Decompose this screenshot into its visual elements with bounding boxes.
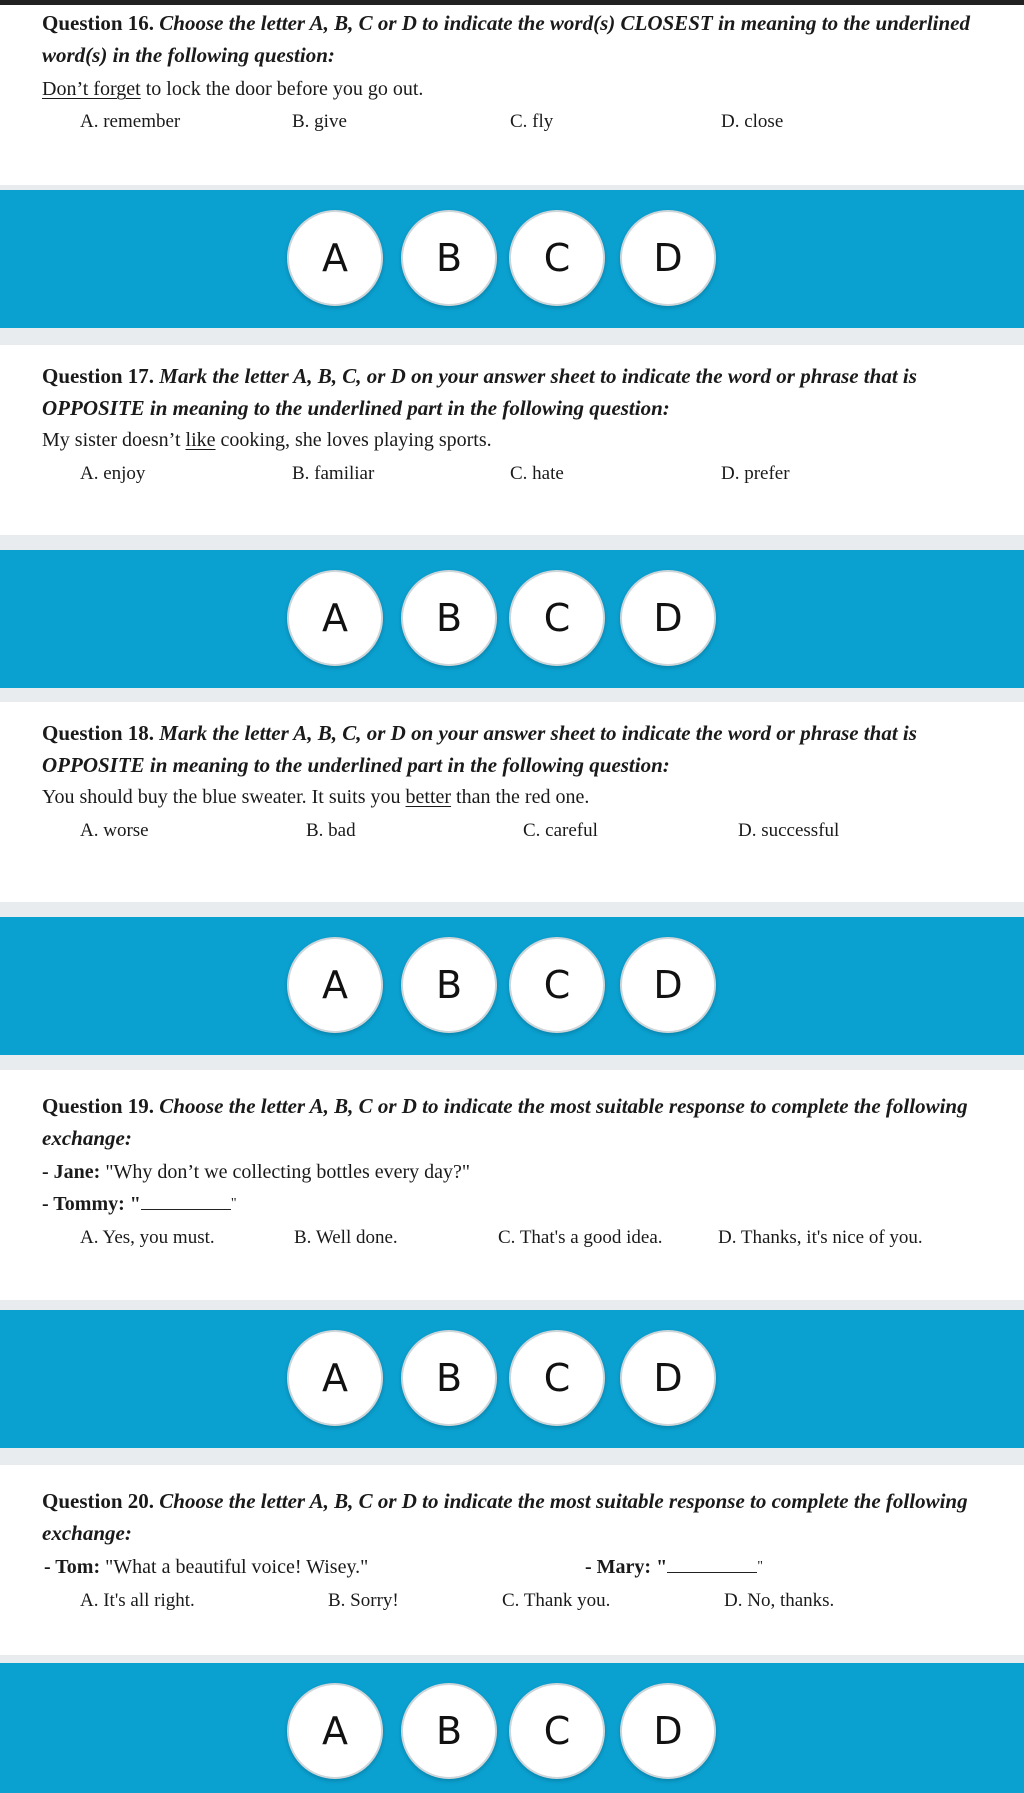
- answer-a-button[interactable]: A: [287, 1330, 383, 1426]
- answer-c-button[interactable]: C: [509, 570, 605, 666]
- question-17-card: [0, 345, 1024, 535]
- question-20-card: [0, 1465, 1024, 1655]
- question-18-card: [0, 702, 1024, 902]
- answer-band-17: [0, 550, 1024, 688]
- answer-d-button[interactable]: D: [620, 937, 716, 1033]
- question-17-instruction: Mark the letter A, B, C, or D on your answer sheet to indicate the word or phrase that is OPPOSITE in meaning to the underlined part in the following question:: [42, 364, 917, 420]
- question-18-options: [42, 815, 1004, 847]
- question-20-options: [42, 1585, 1004, 1617]
- answer-b-button[interactable]: B: [401, 570, 497, 666]
- answer-blank: [141, 1191, 231, 1210]
- answer-band-18: [0, 917, 1024, 1055]
- option-d: D. close: [721, 111, 784, 132]
- question-16-card: [0, 5, 1024, 185]
- answer-b-button[interactable]: B: [401, 937, 497, 1033]
- option-c: C. fly: [510, 111, 554, 132]
- question-18-heading: Question 18. Mark the letter A, B, C, or D on your answer sheet to indicate the word or phrase that is OPPOSITE in meaning to the underlined part in the following question:: [42, 721, 917, 777]
- question-17-stem: My sister doesn’t like cooking, she loves playing sports.: [42, 429, 492, 451]
- option-a: A. Yes, you must.: [80, 1227, 215, 1248]
- answer-a-button[interactable]: A: [287, 1683, 383, 1779]
- answer-band-19: [0, 1310, 1024, 1448]
- option-d: D. Thanks, it's nice of you.: [718, 1227, 923, 1248]
- answer-c-button[interactable]: C: [509, 1683, 605, 1779]
- option-c: C. careful: [523, 820, 598, 841]
- option-c: C. That's a good idea.: [498, 1227, 663, 1248]
- option-a: A. remember: [80, 111, 181, 132]
- question-18-stem: You should buy the blue sweater. It suits you better than the red one.: [42, 786, 590, 808]
- question-20-line-2: - Mary: " ": [585, 1556, 763, 1578]
- option-b: B. familiar: [292, 463, 375, 484]
- question-17-options: [42, 458, 1004, 490]
- option-b: B. Well done.: [294, 1227, 398, 1248]
- option-d: D. prefer: [721, 463, 790, 484]
- answer-c-button[interactable]: C: [509, 210, 605, 306]
- answer-c-button[interactable]: C: [509, 1330, 605, 1426]
- answer-band-20: [0, 1663, 1024, 1793]
- option-a: A. worse: [80, 820, 149, 841]
- answer-a-button[interactable]: A: [287, 937, 383, 1033]
- question-19-line-1: - Jane: "Why don’t we collecting bottles every day?": [42, 1161, 471, 1183]
- question-20-line-1: - Tom: "What a beautiful voice! Wisey.": [44, 1556, 369, 1578]
- answer-a-button[interactable]: A: [287, 210, 383, 306]
- question-17-heading: Question 17. Mark the letter A, B, C, or D on your answer sheet to indicate the word or phrase that is OPPOSITE in meaning to the underlined part in the following question:: [42, 364, 917, 420]
- option-b: B. bad: [306, 820, 356, 841]
- question-20-dialogue: [42, 1551, 1004, 1583]
- question-19-options: [42, 1222, 1004, 1254]
- answer-blank: [667, 1554, 757, 1573]
- answer-b-button[interactable]: B: [401, 1330, 497, 1426]
- answer-d-button[interactable]: D: [620, 1330, 716, 1426]
- option-b: B. Sorry!: [328, 1590, 399, 1611]
- question-20-heading: Question 20. Choose the letter A, B, C or D to indicate the most suitable response to complete the following exchange:: [42, 1489, 968, 1545]
- question-16-options: [42, 106, 1004, 138]
- question-16-heading: Question 16. Choose the letter A, B, C or D to indicate the word(s) CLOSEST in meaning to the underlined word(s) in the following question:: [42, 11, 971, 67]
- question-19-instruction: Choose the letter A, B, C or D to indicate the most suitable response to complete the following exchange:: [42, 1094, 968, 1150]
- option-d: D. successful: [738, 820, 840, 841]
- option-d: D. No, thanks.: [724, 1590, 835, 1611]
- question-19-line-2: - Tommy: " ": [42, 1193, 237, 1215]
- option-c: C. Thank you.: [502, 1590, 611, 1611]
- answer-b-button[interactable]: B: [401, 210, 497, 306]
- option-c: C. hate: [510, 463, 564, 484]
- answer-c-button[interactable]: C: [509, 937, 605, 1033]
- answer-band-16: [0, 190, 1024, 328]
- answer-d-button[interactable]: D: [620, 1683, 716, 1779]
- answer-a-button[interactable]: A: [287, 570, 383, 666]
- option-a: A. enjoy: [80, 463, 146, 484]
- question-18-instruction: Mark the letter A, B, C, or D on your answer sheet to indicate the word or phrase that is OPPOSITE in meaning to the underlined part in the following question:: [42, 721, 917, 777]
- option-a: A. It's all right.: [80, 1590, 195, 1611]
- question-16-instruction: Choose the letter A, B, C or D to indicate the word(s) CLOSEST in meaning to the underlined word(s) in the following question:: [42, 11, 971, 67]
- question-20-instruction: Choose the letter A, B, C or D to indicate the most suitable response to complete the following exchange:: [42, 1489, 968, 1545]
- answer-d-button[interactable]: D: [620, 210, 716, 306]
- question-19-heading: Question 19. Choose the letter A, B, C or D to indicate the most suitable response to complete the following exchange:: [42, 1094, 968, 1150]
- answer-b-button[interactable]: B: [401, 1683, 497, 1779]
- answer-d-button[interactable]: D: [620, 570, 716, 666]
- option-b: B. give: [292, 111, 347, 132]
- question-16-stem: Don’t forget to lock the door before you go out.: [42, 78, 424, 100]
- question-19-card: [0, 1070, 1024, 1300]
